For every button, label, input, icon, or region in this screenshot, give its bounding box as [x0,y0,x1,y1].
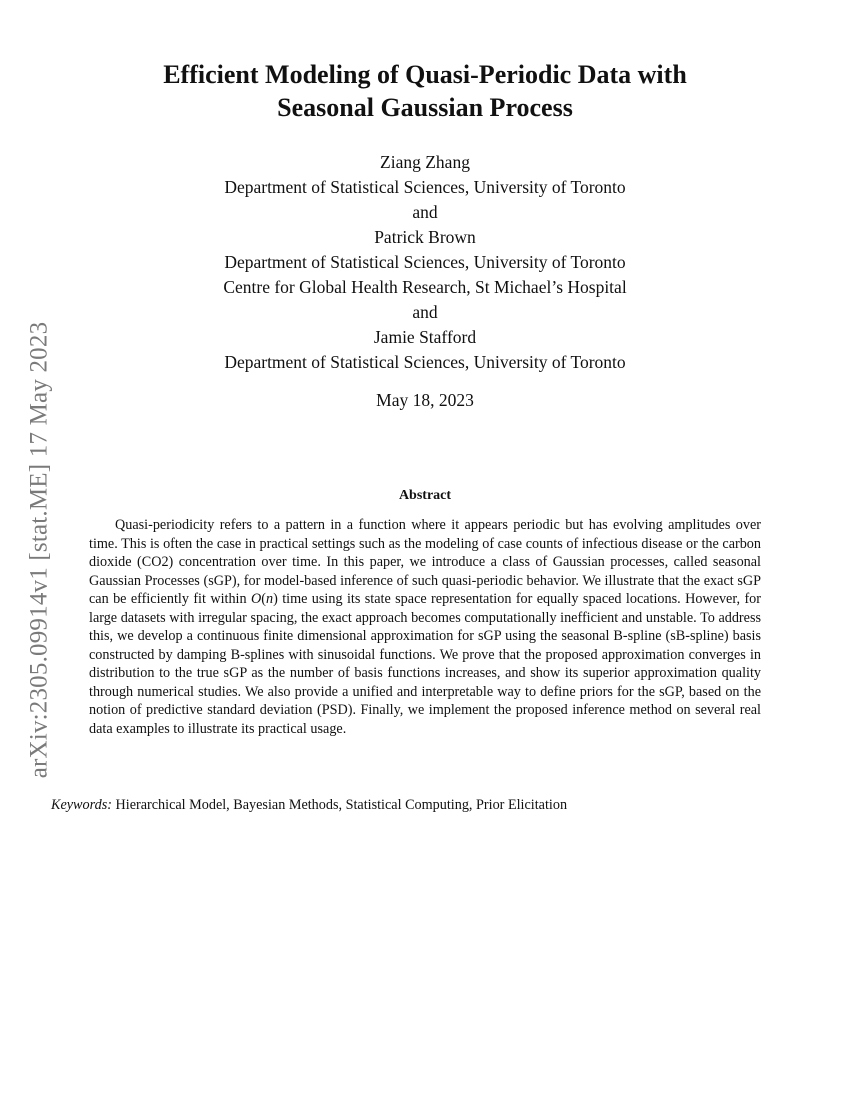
author-affiliation: Department of Statistical Sciences, University of Toronto [224,177,626,197]
abstract-text-part2: time using its state space representation for equally spaced locations. However, for large datasets with irregular spacing, the exact approach becomes computationally inefficient and unstable. To address this, we develop a continuous finite dimensional approximation for sGP using the seasonal B-spline (sB-spline) basis constructed by damping B-splines with sinusoidal functions. We prove that the proposed approximation converges in distribution to the true sGP as the number of basis functions increases, and show its superior approximation quality through numerical studies. We also provide a unified and interpretable way to define priors for the sGP, based on the notion of predictive standard deviation (PSD). Finally, we implement the proposed inference method on several real data examples to illustrate its practical usage. [89,591,762,737]
keywords-text: Hierarchical Model, Bayesian Methods, Statistical Computing, Prior Elicitation [115,797,568,813]
author-separator: and [412,302,438,322]
author-affiliation: Department of Statistical Sciences, University of Toronto [224,352,626,372]
abstract-heading: Abstract [398,488,452,503]
author-block [100,150,750,375]
arxiv-identifier-stamp [18,280,60,820]
arxiv-identifier-text: arXiv:2305.09914v1 [stat.ME] 17 May 2023 [25,321,52,779]
author-name: Patrick Brown [374,227,476,247]
math-big-o: O [250,591,262,607]
abstract-body: Quasi-periodicity refers to a pattern in a function where it appears periodic but has evolving amplitudes over time. This is often the case in practical settings such as the modeling of case counts of infectious disease or the carbon dioxide (CO2) concentration over time. In this paper, we introduce a class of Gaussian processes, called seasonal Gaussian Processes (sGP), for model-based inference of such quasi-periodic behavior. We illustrate that the exact sGP can be efficiently fit within O(n) time using its state space representation for equally spaced locations. However, for large datasets with irregular spacing, the exact approach becomes computationally inefficient and unstable. To address this, we develop a continuous finite dimensional approximation for sGP using the seasonal B-spline (sB-spline) basis constructed by damping B-splines with sinusoidal functions. We prove that the proposed approximation converges in distribution to the true sGP as the number of basis functions increases, and show its superior approximation quality through numerical studies. We also provide a unified and interpretable way to define priors for the sGP, based on the notion of predictive standard deviation (PSD). Finally, we implement the proposed inference method on several real data examples to illustrate its practical usage. [89,517,762,737]
paper-title [60,58,790,124]
author-affiliation: Centre for Global Health Research, St Michael’s Hospital [223,277,627,297]
math-n: n [265,591,274,607]
author-separator: and [412,202,438,222]
author-name: Jamie Stafford [373,327,477,347]
author-affiliation: Department of Statistical Sciences, University of Toronto [224,252,626,272]
paper-date: May 18, 2023 [376,390,474,410]
keywords-line [51,796,771,815]
title-line-2: Seasonal Gaussian Process [277,93,573,122]
keywords-label: Keywords: [51,797,112,813]
title-line-1: Efficient Modeling of Quasi-Periodic Data with [163,60,687,89]
author-name: Ziang Zhang [380,152,470,172]
abstract-text-part1: Quasi-periodicity refers to a pattern in a function where it appears periodic but has evolving amplitudes over time. This is often the case in practical settings such as the modeling of case counts of infectious disease or the carbon dioxide (CO2) concentration over time. In this paper, we introduce a class of Gaussian processes, called seasonal Gaussian Processes (sGP), for model-based inference of such quasi-periodic behavior. We illustrate that the exact sGP can be efficiently fit within [89,517,761,607]
